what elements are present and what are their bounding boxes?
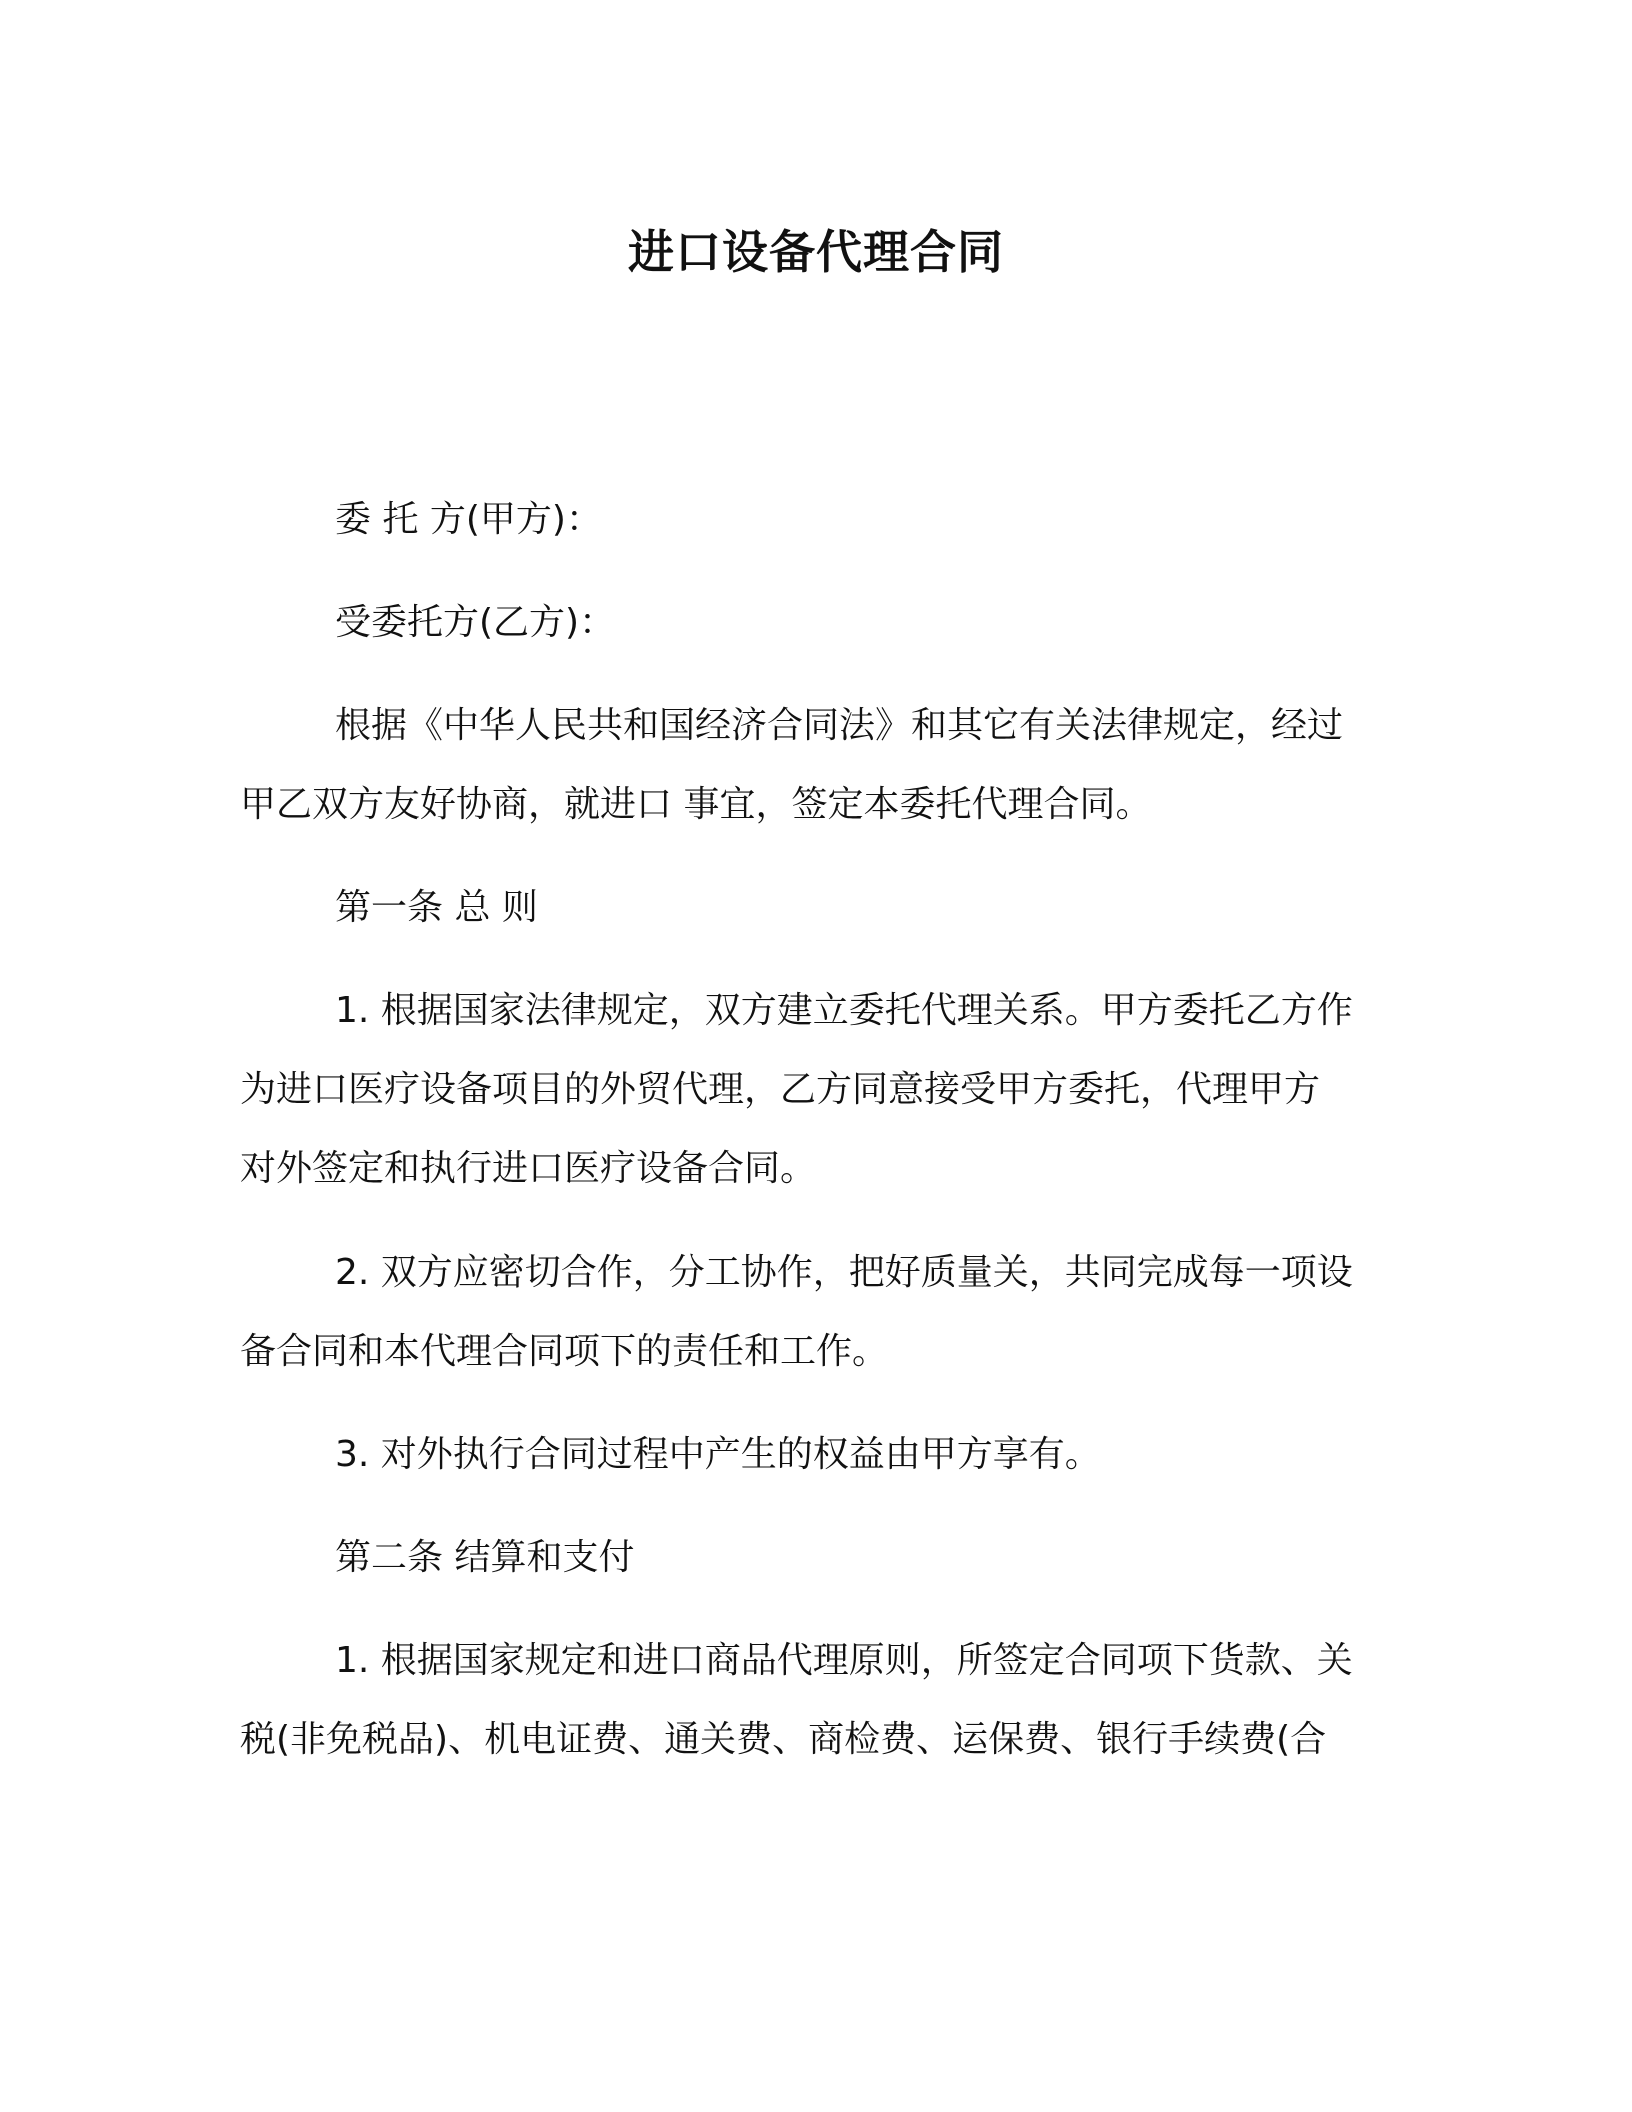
article-2-clause-1-line-2: 税(非免税品)、机电证费、通关费、商检费、运保费、银行手续费(合 <box>240 1719 1327 1760</box>
article-1-clause-1-line-2: 为进口医疗设备项目的外贸代理，乙方同意接受甲方委托，代理甲方 <box>240 1069 1321 1110</box>
preamble-line-2: 甲乙双方友好协商，就进口 事宜，签定本委托代理合同。 <box>240 784 1152 825</box>
article-1-clause-1-line-3: 对外签定和执行进口医疗设备合同。 <box>240 1148 817 1189</box>
article-2-clause-1-line-1: 1. 根据国家规定和进口商品代理原则，所签定合同项下货款、关 <box>335 1640 1353 1681</box>
article-1-clause-3: 3. 对外执行合同过程中产生的权益由甲方享有。 <box>335 1434 1101 1475</box>
article-1-clause-1-line-1: 1. 根据国家法律规定，双方建立委托代理关系。甲方委托乙方作 <box>335 990 1353 1031</box>
party-b-label: 受委托方(乙方)： <box>335 602 616 643</box>
article-1-heading: 第一条 总 则 <box>335 887 538 928</box>
document-title: 进口设备代理合同 <box>628 225 1004 279</box>
article-2-heading: 第二条 结算和支付 <box>335 1537 635 1578</box>
article-1-clause-2-line-2: 备合同和本代理合同项下的责任和工作。 <box>240 1331 889 1372</box>
preamble-line-1: 根据《中华人民共和国经济合同法》和其它有关法律规定，经过 <box>335 705 1344 746</box>
party-a-label: 委 托 方(甲方)： <box>335 499 602 540</box>
article-1-clause-2-line-1: 2. 双方应密切合作，分工协作，把好质量关，共同完成每一项设 <box>335 1252 1353 1293</box>
